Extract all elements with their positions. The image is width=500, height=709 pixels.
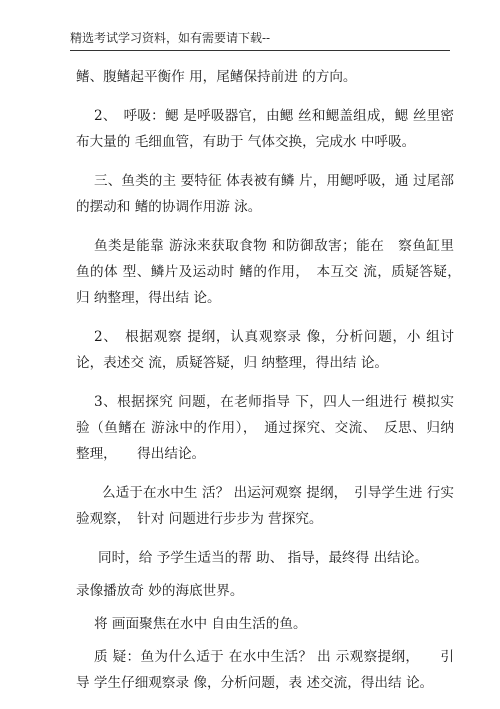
paragraph-guide-students: 么适于在水中生 活？ 出运河观察 提纲， 引导学生进 行实验观察， 针对 问题进行步步为 营探究。	[76, 485, 454, 527]
header-text: 精选考试学习资料，如有需要请下载--	[70, 31, 271, 45]
paragraph-question: 质 疑：鱼为什么适于 在水中生活？ 出 示观察提纲， 引导 学生仔细观察录 像，分析问题，表 述交流，得出结 论。	[76, 649, 454, 691]
paragraph-focus: 将 画面聚焦在水中 自由生活的鱼。	[94, 616, 307, 632]
paragraph-inquiry: 3、根据探究 问题，在老师指导 下，四人一组进行 模拟实验（鱼鳍在 游泳中的作用）， 通过探究、交流、 反思、归纳整理， 得出结论。	[76, 394, 454, 462]
document-body	[76, 64, 468, 709]
paragraph-main-features: 三、鱼类的主 要特征 体表被有鳞 片，用鳃呼吸，通 过尾部的摆动和 鳍的协调作用游 泳。	[76, 173, 454, 215]
page-header	[70, 30, 450, 51]
paragraph-breathing: 2、 呼吸：鳃 是呼吸器官，由鳃 丝和鳃盖组成，鳃 丝里密布大量的 毛细血管，有助于 气体交换，完成水 中呼吸。	[76, 108, 454, 150]
paragraph-observation: 鱼类是能靠 游泳来获取食物 和防御敌害；能在 察鱼缸里鱼的体 型、鳞片及运动时 鳍的作用， 本互交 流，质疑答疑， 归 纳整理，得出结 论。	[76, 238, 468, 306]
paragraph-help: 同时，给 予学生适当的帮 助、 指导，最终得 出结论。	[98, 550, 428, 566]
paragraph-fins: 鳍、腹鳍起平衡作 用，尾鳍保持前进 的方向。	[76, 69, 357, 85]
paragraph-video-play: 录像播放奇 妙的海底世界。	[76, 583, 244, 599]
paragraph-video-observation: 2、 根据观察 提纲，认真观察录 像，分析问题，小 组讨论，表述交 流，质疑答疑，归 纳整理，得出结 论。	[76, 329, 454, 371]
